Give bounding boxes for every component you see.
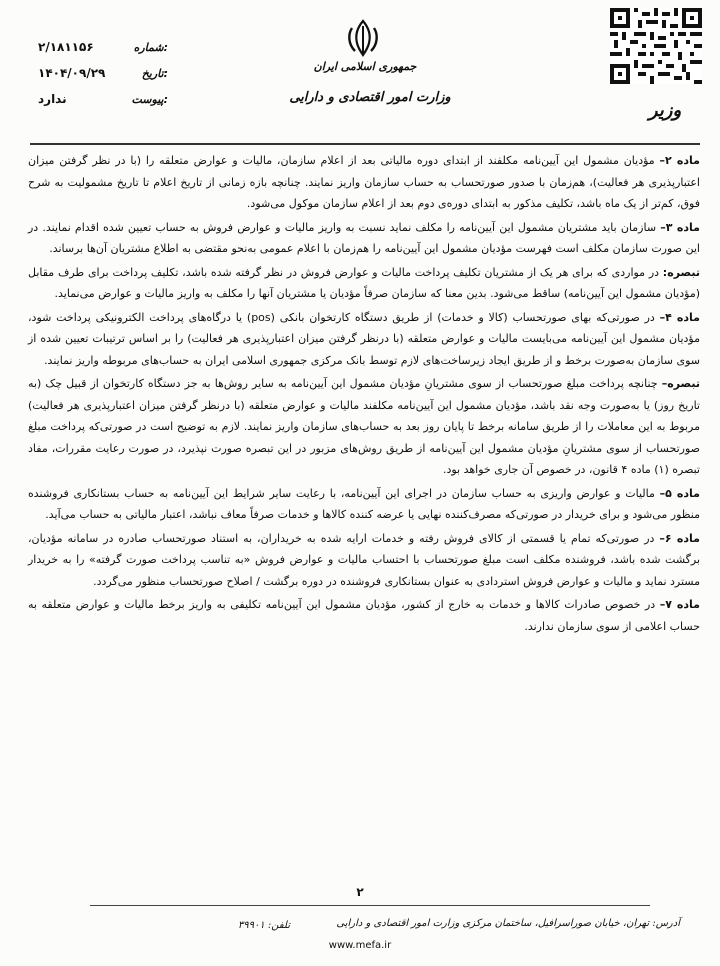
article-7 <box>28 594 700 637</box>
article-label: تبصره: <box>662 265 700 279</box>
iran-emblem-icon <box>343 18 383 58</box>
note-article-4 <box>28 373 700 481</box>
article-4 <box>28 307 700 372</box>
article-3 <box>28 217 700 260</box>
article-text: در مواردی که برای هر یک از مشتریان تکلیف پرداخت مالیات و عوارض فروش در نظر گرفته شده باشد، تکلیف پرداخت برای طرف مقابل (مؤدیان مشمول این آیین‌نامه) ساقط می‌شود. بدین معنا که سازمان صرفاً مؤدیان یا مشتریان آنها را مکلف به واریز مالیات و عوارض می‌نماید. <box>28 265 700 300</box>
gov-title: جمهوری اسلامی ایران <box>313 60 417 73</box>
article-text: در صورتی‌که بهای صورتحساب (کالا و خدمات) از طریق دستگاه کارتخوان بانکی (pos) یا درگاه‌های پرداخت الکترونیکی پرداخت شود، مؤدیان مشمول این آیین‌نامه می‌بایست مالیات و عوارض متعلقه (با درنظر گرفتن میزان اعتبارپذیری هر فعالیت) را بر اساس ترتیبات تعیین شده از سوی سازمان به‌صورت برخط و از طریق ایجاد زیرساخت‌های لازم توسط بانک مرکزی جمهوری اسلامی ایران به حساب‌های مربوطه واریز نمایند. <box>28 310 700 367</box>
letter-body <box>28 150 700 639</box>
ministry-title: وزارت امور اقتصادی و دارایی <box>289 90 451 105</box>
article-label: ماده ۶– <box>659 531 700 545</box>
number-row <box>38 40 168 66</box>
footer-address: آدرس: تهران، خیابان صوراسرافیل، ساختمان مرکزی وزارت امور اقتصادی و دارایی <box>336 918 680 929</box>
qr-code-icon <box>610 8 702 84</box>
number-label: شماره: <box>133 41 168 54</box>
header-divider <box>30 143 700 145</box>
article-label: ماده ۲– <box>659 154 700 167</box>
article-text: سازمان باید مشتریان مشمول این آیین‌نامه را مکلف نماید نسبت به واریز مالیات و عوارض فروش به حساب تعیین شده اقدام نمایند. در این صورت سازمان مکلف است فهرست مؤدیان مشمول این آیین‌نامه را هم‌زمان با اعلام عمومی به‌نحو مقتضی به اطلاع مشتریان آن‌ها برساند. <box>28 220 700 255</box>
attachment-row <box>38 92 168 118</box>
footer-website: www.mefa.ir <box>328 940 392 951</box>
note-article-3 <box>28 262 700 305</box>
article-text: چنانچه پرداخت مبلغ صورتحساب از سوی مشتریانِ مؤدیان مشمول این آیین‌نامه به سایر روش‌ها به جز دستگاه کارتخوان از قبیل چک (به تاریخ روز) یا به‌صورت وجه نقد باشد، مؤدیان مشمول این آیین‌نامه مکلفند مالیات و عوارض متعلقه (با درنظر گرفتن میزان اعتبارپذیری هر فعالیت) مربوط به این معاملات را از طریق سامانه برخط تا پایان روز بعد به حساب‌های سازمان واریز نمایند. لازم به توضیح است در صورتی‌که پرداخت مبلغ صورتحساب از سوی مشتریانِ مؤدیان مشمول این آیین‌نامه از طریق روش‌های مزبور در این تبصره صورت نپذیرد، در صورت رعایت مقررات، مفاد تبصره (۱) ماده ۴ قانون، در خصوص آن جاری خواهد بود. <box>28 377 700 476</box>
letter-number: ۲/۱۸۱۱۵۶ <box>38 40 94 54</box>
date-label: تاریخ: <box>141 67 168 80</box>
date-row <box>38 66 168 92</box>
footer-divider <box>90 905 650 906</box>
article-label: ماده ۴– <box>659 310 700 324</box>
article-text: در خصوص صادرات کالاها و خدمات به خارج از کشور، مؤدیان مشمول این آیین‌نامه تکلیفی به واریز برخط مالیات و عوارض متعلقه به حساب اعلامی از سوی سازمان ندارند. <box>28 598 700 633</box>
article-label: تبصره– <box>661 377 700 390</box>
letter-date: ۱۴۰۴/۰۹/۲۹ <box>38 66 106 80</box>
article-2 <box>28 150 700 215</box>
page-number: ۲ <box>356 885 364 899</box>
article-label: ماده ۳– <box>660 220 700 234</box>
minister-title: وزیر <box>648 100 682 121</box>
letter-meta <box>38 40 168 118</box>
article-5 <box>28 483 700 526</box>
article-label: ماده ۵– <box>659 486 700 500</box>
attachment-value: ندارد <box>38 92 67 106</box>
footer-phone: تلفن: ۳۹۹۰۱ <box>237 920 290 931</box>
article-6 <box>28 528 700 593</box>
article-text: در صورتی‌که تمام یا قسمتی از کالای فروش رفته و خدمات ارایه شده به خریداران، به استناد صورتحساب صادره در سامانه مؤدیان، برگشت شده باشد، فروشنده مکلف است مبلغ صورتحساب با احتساب مالیات و عوارض فروش «به تناسب پرداخت صورت گرفته» را به خریدار مسترد نماید و مالیات و عوارض فروش استردادی به عنوان بستانکاری فروشنده در دوره برگشت / اصلاح صورتحساب منظور می‌گردد. <box>28 531 700 588</box>
article-text: مالیات و عوارض واریزی به حساب سازمان در اجرای این آیین‌نامه، با رعایت سایر شرایط این آیین‌نامه به حساب بستانکاری فروشنده منظور می‌شود و برای خریدار در صورتی‌که مصرف‌کننده نهایی یا عرضه کننده کالاها و خدمات صرفاً معاف نباشد، اعتبار مالیاتی به حساب می‌آید. <box>28 486 700 521</box>
article-text: مؤدیان مشمول این آیین‌نامه مکلفند از ابتدای دوره مالیاتی بعد از اعلام سازمان، مالیات و عوارض متعلقه را (با در نظر گرفتن میزان اعتبارپذیری هر فعالیت)، هم‌زمان با صدور صورتحساب به حساب سازمان واریز نمایند. چنانچه بازه زمانی از تاریخ اعلام تا تاریخ مشمولیت به شرح فوق، کم‌تر از یک ماه باشد، تکلیف مذکور به ابتدای دوره‌ی دوم بعد از اعلام سازمان موکول می‌شود. <box>28 154 700 210</box>
article-label: ماده ۷– <box>659 598 700 611</box>
attachment-label: پیوست: <box>131 93 168 106</box>
